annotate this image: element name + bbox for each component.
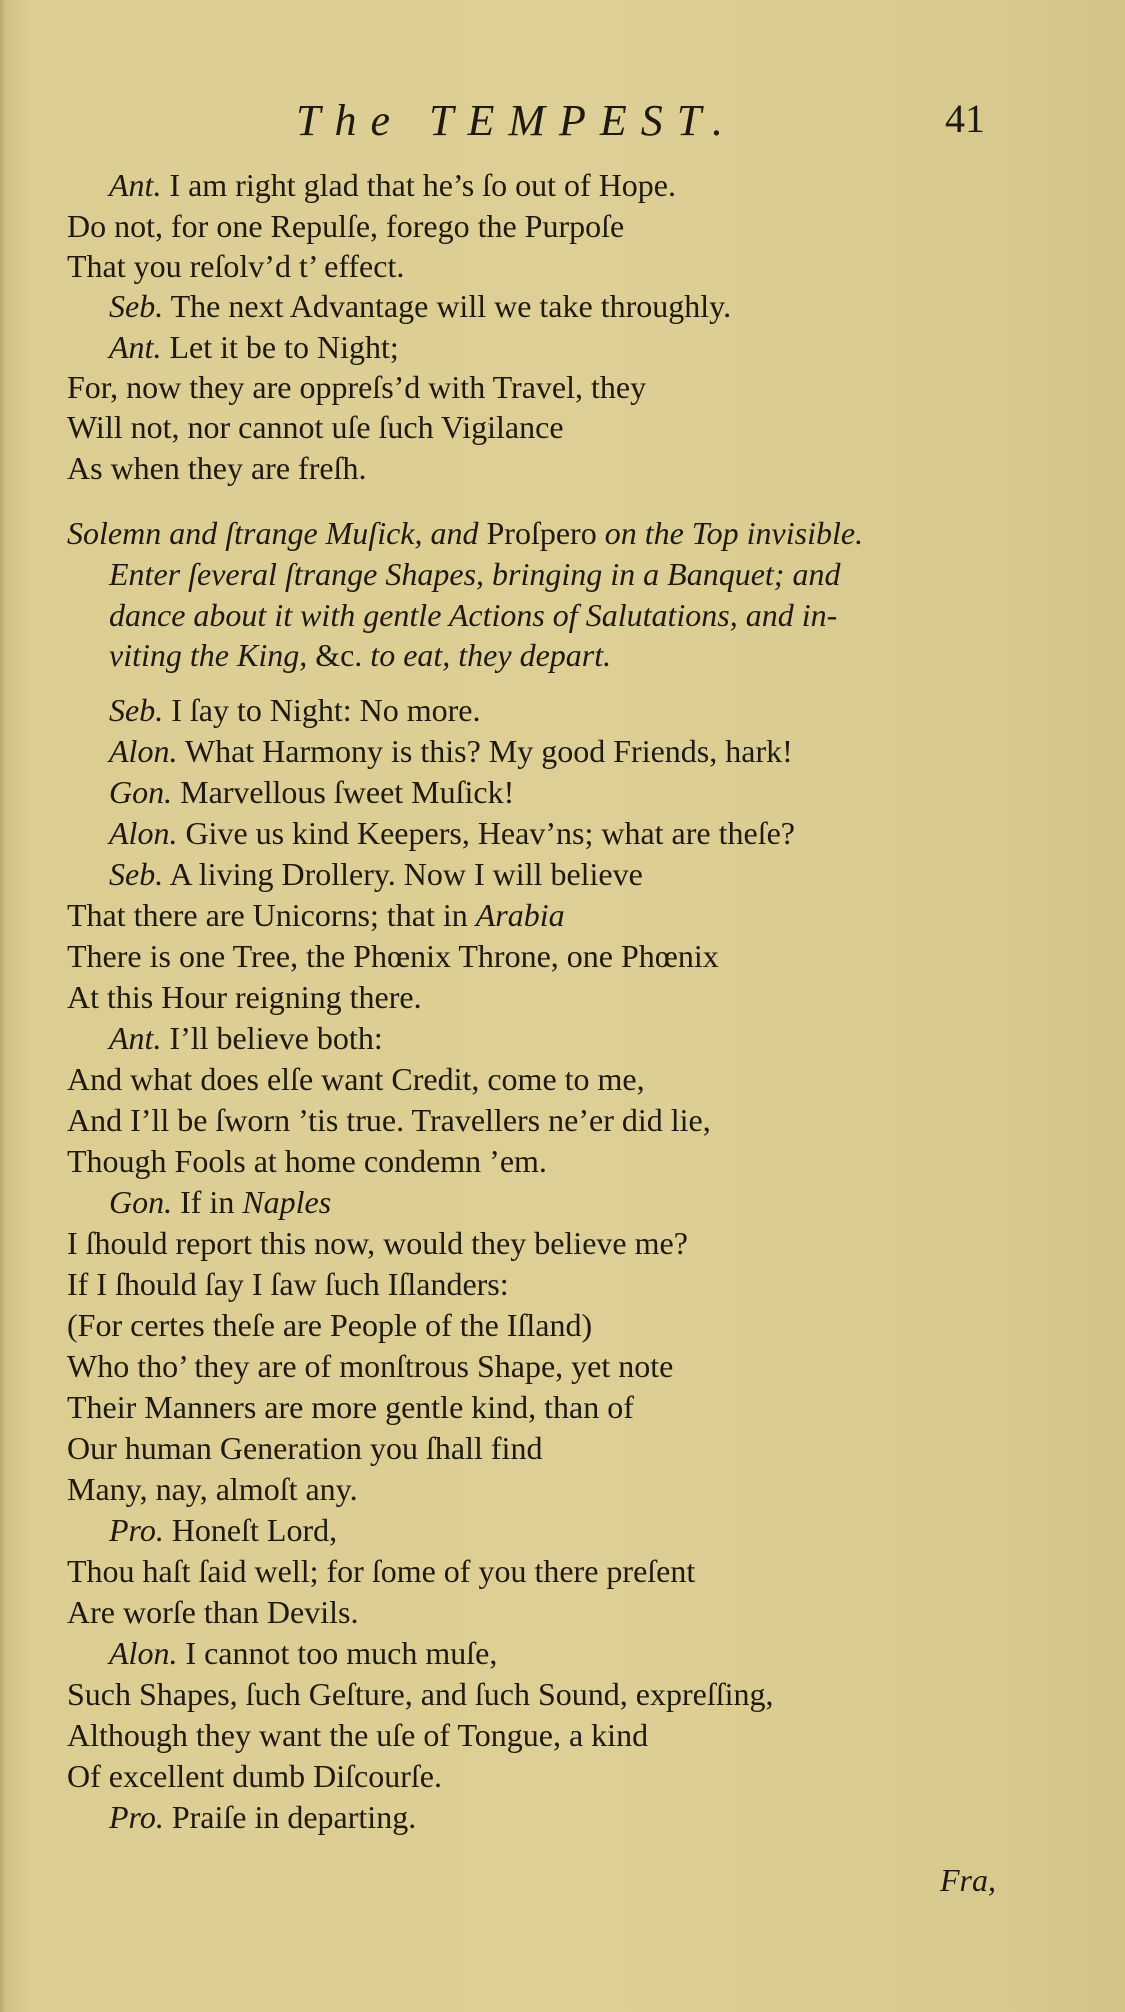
- line-text: on the Top invisible.: [596, 515, 864, 551]
- speaker-name: Pro.: [109, 1512, 164, 1548]
- line-text: to eat, they depart.: [362, 637, 612, 673]
- stage-direction-line: [109, 637, 611, 674]
- line-text: Who tho’ they are of monſtrous Shape, yet note: [67, 1348, 674, 1384]
- verse-line: [109, 1799, 416, 1836]
- page-number: 41: [945, 96, 985, 141]
- speaker-name: Ant.: [109, 167, 162, 203]
- verse-line: [67, 1594, 358, 1631]
- line-text: dance about it with gentle Actions of Salutations, and in-: [109, 597, 838, 633]
- line-text: A living Drollery. Now I will believe: [163, 856, 643, 892]
- line-text: Solemn and ſtrange Muſick, and: [67, 515, 487, 551]
- line-text: Many, nay, almoſt any.: [67, 1471, 358, 1507]
- line-text: Although they want the uſe of Tongue, a kind: [67, 1717, 649, 1753]
- line-text: If in: [172, 1184, 243, 1220]
- line-text: &c.: [315, 637, 363, 673]
- line-text: I ſhould report this now, would they believe me?: [67, 1225, 688, 1261]
- verse-line: [109, 167, 676, 204]
- stage-direction-line: [109, 556, 840, 593]
- speaker-name: Ant.: [109, 1020, 162, 1056]
- line-text: Marvellous ſweet Muſick!: [172, 774, 515, 810]
- line-text: For, now they are oppreſs’d with Travel, they: [67, 369, 647, 405]
- line-text: And what does elſe want Credit, come to me,: [67, 1061, 645, 1097]
- verse-line: [67, 897, 565, 934]
- verse-line: [67, 1471, 358, 1508]
- line-text: Enter ſeveral ſtrange Shapes, bringing in a Banquet; and: [109, 556, 841, 592]
- verse-line: [67, 1348, 673, 1385]
- line-text: Let it be to Night;: [161, 329, 399, 365]
- line-text: As when they are freſh.: [67, 450, 367, 486]
- verse-line: [109, 1512, 337, 1549]
- speaker-name: Gon.: [109, 1184, 173, 1220]
- line-text: I’ll believe both:: [161, 1020, 383, 1056]
- line-text: I am right glad that he’s ſo out of Hope.: [161, 167, 676, 203]
- running-header: [0, 95, 1125, 145]
- line-text: I cannot too much muſe,: [177, 1635, 498, 1671]
- line-text: Thou haſt ſaid well; for ſome of you there preſent: [67, 1553, 696, 1589]
- line-text: viting the King,: [109, 637, 316, 673]
- line-text: Praiſe in departing.: [163, 1799, 417, 1835]
- line-text: Do not, for one Repulſe, forego the Purpoſe: [67, 208, 625, 244]
- verse-line: [109, 815, 795, 852]
- line-text: Their Manners are more gentle kind, than of: [67, 1389, 634, 1425]
- speaker-name: Alon.: [109, 733, 178, 769]
- catchword: Fra,: [940, 1862, 996, 1898]
- line-text: That there are Unicorns; that in: [67, 897, 476, 933]
- line-text: Of excellent dumb Diſcourſe.: [67, 1758, 442, 1794]
- line-text: Arabia: [475, 897, 565, 933]
- line-text: If I ſhould ſay I ſaw ſuch Iſlanders:: [67, 1266, 509, 1302]
- line-text: Are worſe than Devils.: [67, 1594, 359, 1630]
- speaker-name: Ant.: [109, 329, 162, 365]
- line-text: At this Hour reigning there.: [67, 979, 422, 1015]
- line-text: Though Fools at home condemn ’em.: [67, 1143, 547, 1179]
- verse-line: [67, 1061, 645, 1098]
- verse-line: [109, 856, 643, 893]
- verse-line: [109, 692, 480, 729]
- verse-line: [109, 1020, 383, 1057]
- line-text: What Harmony is this? My good Friends, hark!: [177, 733, 793, 769]
- verse-line: [67, 1225, 688, 1262]
- verse-line: [67, 938, 719, 975]
- line-text: I ſay to Night: No more.: [163, 692, 481, 728]
- verse-line: [67, 208, 624, 245]
- verse-line: [109, 774, 514, 811]
- verse-line: [67, 1717, 648, 1754]
- verse-line: [67, 1430, 542, 1467]
- verse-line: [67, 1676, 774, 1713]
- line-text: And I’ll be ſworn ’tis true. Travellers ne’er did lie,: [67, 1102, 711, 1138]
- verse-line: [109, 1635, 497, 1672]
- verse-line: [67, 1143, 547, 1180]
- speaker-name: Seb.: [109, 692, 164, 728]
- line-text: (For certes theſe are People of the Iſland): [67, 1307, 593, 1343]
- verse-line: [67, 409, 564, 446]
- line-text: Proſpero: [486, 515, 597, 551]
- line-text: Naples: [242, 1184, 332, 1220]
- verse-line: [109, 733, 793, 770]
- verse-line: [67, 1307, 592, 1344]
- line-text: Such Shapes, ſuch Geſture, and ſuch Sound, expreſſing,: [67, 1676, 774, 1712]
- verse-line: [67, 1266, 509, 1303]
- verse-line: [109, 288, 731, 325]
- speaker-name: Seb.: [109, 288, 164, 324]
- line-text: Honeſt Lord,: [163, 1512, 338, 1548]
- line-text: Our human Generation you ſhall find: [67, 1430, 543, 1466]
- verse-line: [67, 1553, 695, 1590]
- line-text: The next Advantage will we take throughly.: [163, 288, 732, 324]
- line-text: Give us kind Keepers, Heav’ns; what are theſe?: [177, 815, 795, 851]
- verse-line: [67, 369, 646, 406]
- line-text: Will not, nor cannot uſe ſuch Vigilance: [67, 409, 564, 445]
- verse-line: [67, 1102, 711, 1139]
- speaker-name: Seb.: [109, 856, 164, 892]
- line-text: There is one Tree, the Phœnix Throne, one Phœnix: [67, 938, 719, 974]
- stage-direction-line: [67, 515, 863, 552]
- line-text: That you reſolv’d t’ effect.: [67, 248, 405, 284]
- verse-line: [67, 979, 422, 1016]
- verse-line: [67, 248, 404, 285]
- speaker-name: Alon.: [109, 1635, 178, 1671]
- verse-line: [109, 329, 399, 366]
- running-title: The TEMPEST.: [296, 96, 737, 145]
- verse-line: [67, 450, 366, 487]
- speaker-name: Pro.: [109, 1799, 164, 1835]
- stage-direction-line: [109, 597, 837, 634]
- speaker-name: Gon.: [109, 774, 173, 810]
- verse-line: [67, 1389, 634, 1426]
- verse-line: [67, 1758, 442, 1795]
- speaker-name: Alon.: [109, 815, 178, 851]
- verse-line: [109, 1184, 331, 1221]
